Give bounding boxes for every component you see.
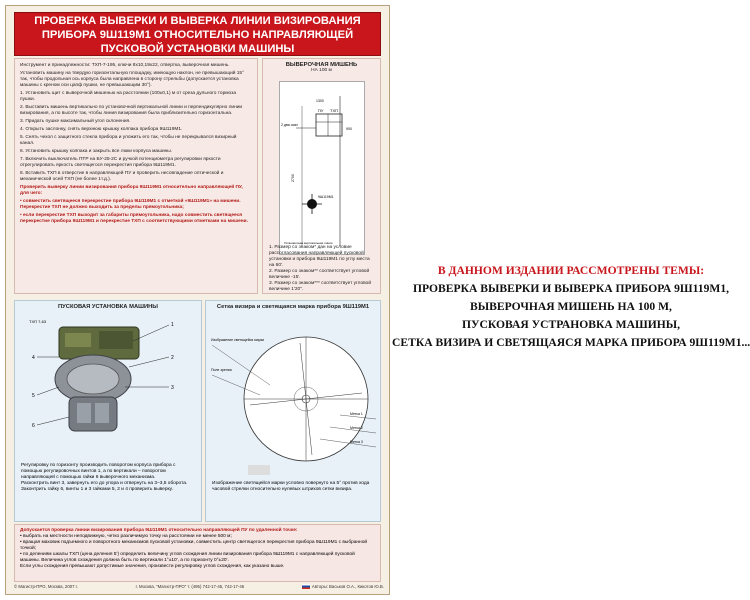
reticle-text: Изображение светящейся марки условно повернуто на 5° против хода часовой стрелки относительно нулевых штрихов сетки визира.: [212, 481, 370, 492]
remote-check-header: Допускается проверка линии визирования прибора 9Ш119М1 относительно направляющей ПУ по удаленной точке:: [20, 528, 298, 533]
reticle-drawing: [210, 315, 378, 485]
step-item: 8. Вставить ТХП в отверстие в направляющей ПУ и проверить несовпадение оптической и механической осей ТХП (не более 1т.д.).: [20, 171, 224, 182]
check-item: • совместить светящееся перекрестие прибора 9Ш119М1 с отметкой «9Ш119М1» на мишени. Перекрестие ТХП не должно выходить за пределы прямоугольника;: [20, 199, 241, 210]
target-panel: [262, 58, 381, 294]
instructions-intro-2: Установить машину на твердую горизонтальную площадку, имеющую наклон, не превышающий 15° так, чтобы продольная ось корпуса была направлена в сторону стрельбы (допускается установка машины с креном оси цапф пушки, не превышающим 30°).: [20, 71, 245, 88]
remote-check-item: • по делениям шкалы ТХП (цена деления 5') определить величину углов схождения линии визирования прибора 9Ш119М1 с направляющей пусковой машины. Величина углов схождения должна быть по вертикали 1°±10', а по горизонту 0°±20'.: [20, 552, 355, 563]
check-item: • если перекрестие ТХП выходит за габариты прямоугольника, надо совместить светящееся перекрестие прибора 9Ш119М1 и перекрестие ТХП с соответствующими отметками на мишени.: [20, 213, 248, 224]
target-note: 2. Размер со знаком** соответствует угловой величине -15'.: [269, 269, 370, 280]
remote-check-item: Если углы схождения превышают допустимые значения, произвести регулировку углов схождения, как указано выше.: [20, 564, 285, 569]
label-vertical-line: Установочная вертикальная линия: [284, 241, 333, 245]
target-note: 3. Размер со знаком*** соответствует угловой величине 1'20".: [269, 281, 372, 292]
instructions-panel: [14, 58, 258, 294]
callout-5: 5: [32, 393, 35, 399]
target-title: ВЫВЕРОЧНАЯ МИШЕНЬ: [285, 62, 358, 68]
grid-label-field: Поле зрения: [211, 368, 232, 372]
label-2700: 2700: [291, 174, 295, 182]
label-1300: 1300: [316, 99, 324, 103]
title-line: ПРИБОРА 9Ш119М1 ОТНОСИТЕЛЬНО НАПРАВЛЯЮЩЕЙ: [41, 29, 354, 41]
reticle-panel: [205, 300, 381, 522]
step-item: 7. Включить выключатель ПТР на БУ-25-2С и ручкой потенциометра регулировки яркости отрегулировать яркость светящегося перекрестия прибора 9Ш119М1.: [20, 157, 221, 168]
poster-title: [14, 12, 381, 56]
title-line: ПУСКОВОЙ УСТАНОВКИ МАШИНЫ: [100, 43, 295, 55]
mount-paragraph: Расконтрить винт 3, завернуть его до упора и отвернуть на 3–3,5 оборота.: [21, 481, 188, 486]
remote-check-item: • вращая маховик подъемного и поворотного механизмов пусковой установки, совместить центр светящегося перекрестия прибора 9Ш119М1 с выбранной точкой;: [20, 540, 368, 551]
step-item: 2. Выставить мишень вертикально по установочной вертикальной линии и перпендикулярно линии визирования, а по высоте так, чтобы линия визирования была приблизительно горизонтальна.: [20, 105, 243, 116]
title-line: ПРОВЕРКА ВЫВЕРКИ И ВЫВЕРКА ЛИНИИ ВИЗИРОВАНИЯ: [34, 15, 361, 27]
label-thp: ТХП: [330, 108, 338, 113]
target-drawing: [279, 81, 365, 255]
grid-label-2: Метка 2: [350, 426, 363, 430]
topic-line: СЕТКА ВИЗИРА И СВЕТЯЩАЯСЯ МАРКА ПРИБОРА 9Ш119М1...: [392, 336, 750, 349]
instructions-intro: Инструмент и принадлежности: ТХП-7-195, ключи 8х10,19х22, отвертка, выверочная мишень.: [20, 63, 230, 68]
label-pu: ПУ: [318, 108, 324, 113]
footer-copyright: © Магистр-ПРО, Москва, 2007 г.: [14, 584, 78, 590]
mount-text: [21, 463, 197, 493]
target-subtitle: НА 100 м: [311, 68, 332, 73]
footer-authors: Авторы: Васьков О.А., Кикотов Ю.В.: [311, 584, 384, 589]
mount-panel: [14, 300, 202, 522]
flag-icon: [302, 584, 310, 589]
grid-label-3: Метка 3: [350, 440, 363, 444]
topic-line: ПРОВЕРКА ВЫВЕРКИ И ВЫВЕРКА ПРИБОРА 9Ш119М1,: [412, 282, 730, 295]
grid-label-mark: Изображение светящейся марки: [211, 338, 265, 342]
target-notes: [269, 245, 376, 293]
footer-publisher: г. Москва, "Магистр-ПРО" т. (495) 742-17-45, 742-17-46: [135, 584, 245, 590]
remote-check-item: • выбрать на местности неподвижную, четко различимую точку на расстоянии не менее 500 м;: [20, 534, 232, 539]
step-item: 4. Открыть заслонку, снять верхнюю крышку колпака прибора 9Ш119М1.: [20, 127, 183, 132]
mount-label-top: ТХП 7-63: [29, 319, 47, 324]
check-header: Проверить выверку линии визирования прибора 9Ш119М1 относительно направляющей ПУ, для чего:: [20, 185, 243, 196]
callout-6: 6: [32, 423, 35, 429]
launcher-illustration: [29, 317, 189, 442]
mount-paragraph: Регулировку по горизонту производить поворотом корпуса прибора с помощью регулировочных винтов 1, а по вертикали – поворотом направляющей с помощью гайки 6 выверочного механизма.: [21, 463, 176, 480]
poster-footer: [14, 584, 384, 589]
step-item: 1. Установить щит с выверочной мишенью на расстоянии (100±0,1) м от среза дульного тормоза пушки.: [20, 91, 237, 102]
footer-authors-group: [302, 584, 384, 589]
topics-header: В ДАННОМ ИЗДАНИИ РАССМОТРЕНЫ ТЕМЫ:: [437, 264, 705, 277]
label-device: 9Ш119М1: [318, 195, 334, 199]
step-item: 3. Придать пушке максимальный угол склонения.: [20, 119, 131, 124]
poster-sheet: [5, 5, 390, 595]
topics-block: [392, 262, 750, 352]
target-note: 1. Размер со знаком* дан на условие рассогласования направляющей пусковой установки и прибора 9Ш119М1 по углу места на 60'.: [269, 245, 370, 268]
topic-line: ПУСКОВАЯ УСТРАНОВКА МАШИНЫ,: [461, 318, 681, 331]
mount-title: ПУСКОВАЯ УСТАНОВКА МАШИНЫ: [58, 304, 158, 310]
mount-paragraph: Законтрить гайку 6, винты 1 и 3 гайками 5, 2 и 4 проверить выверку.: [21, 487, 173, 492]
callout-2: 2: [171, 355, 174, 361]
callout-3: 3: [171, 385, 174, 391]
label-axes: 2 два осях: [281, 123, 299, 127]
callout-4: 4: [32, 355, 35, 361]
remote-check-panel: [14, 524, 381, 582]
reticle-title: Сетка визира и светящаяся марка прибора 9Ш119М1: [216, 304, 370, 310]
step-item: 5. Снять чехол с защитного стекла прибора и уложить его так, чтобы не перекрывался визирный канал.: [20, 135, 237, 146]
step-item: 6. Установить крышку колпака и закрыть все люки корпуса машины.: [20, 149, 173, 154]
label-900: 900: [346, 127, 352, 131]
topic-line: ВЫВЕРОЧНАЯ МИШЕНЬ НА 100 М,: [470, 300, 672, 313]
callout-1: 1: [171, 322, 174, 328]
grid-label-1: Метка 1: [350, 412, 363, 416]
